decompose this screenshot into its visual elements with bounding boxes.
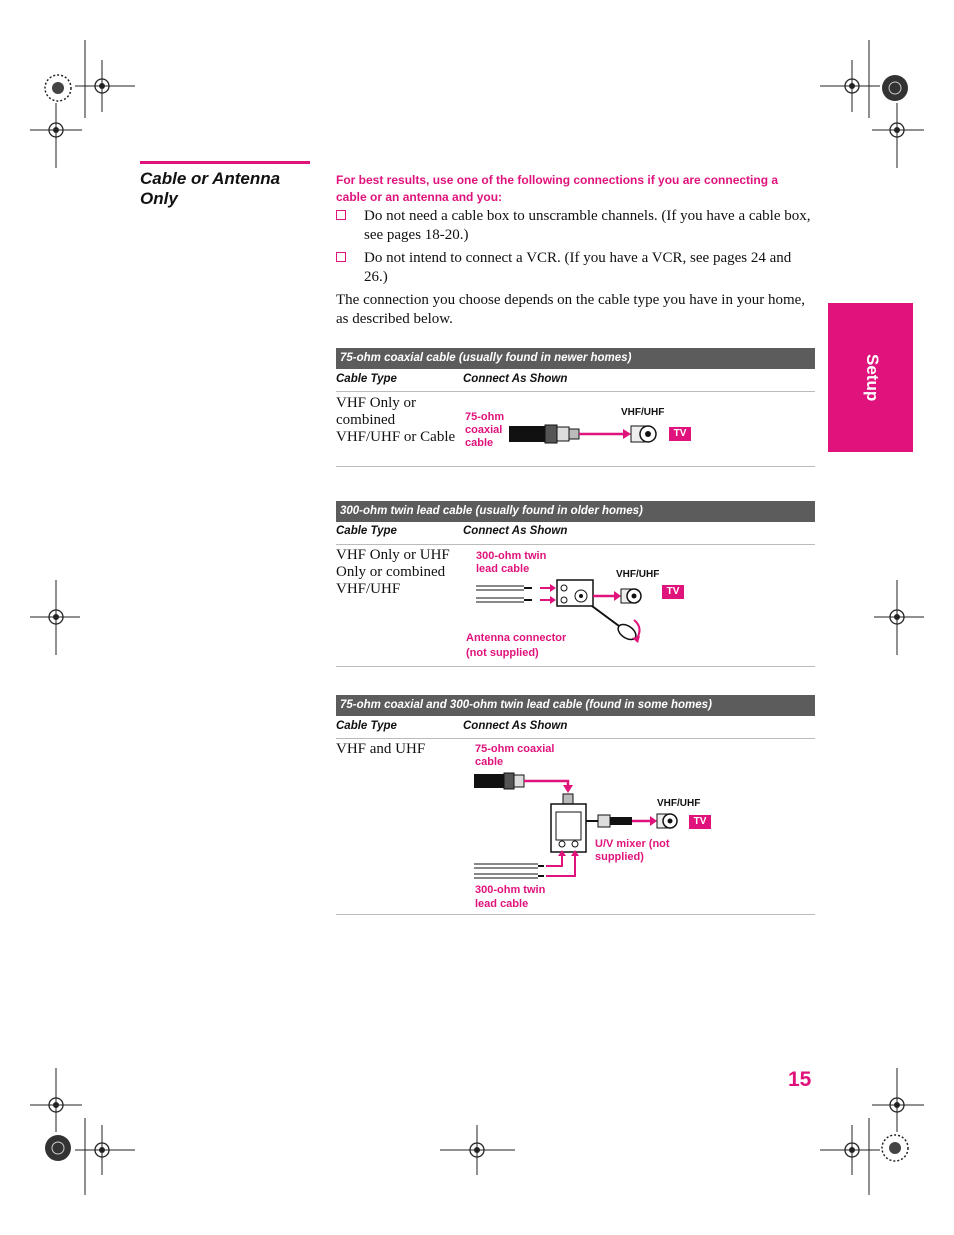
- coaxial-connection-diagram: [505, 418, 665, 450]
- column-label-connect: Connect As Shown: [463, 373, 568, 385]
- bullet-item: [336, 207, 814, 247]
- body-paragraph: The connection you choose depends on the cable type you have in your home, as described below.: [336, 292, 806, 327]
- vhf-uhf-label: VHF/UHF: [621, 407, 665, 418]
- twin-lead-cable-label: 300-ohm twin lead cable: [476, 550, 547, 575]
- bullet-text: Do not need a cable box to unscramble channels. (If you have a cable box, see pages 18-20.): [364, 208, 811, 243]
- column-label-connect: Connect As Shown: [463, 720, 568, 732]
- twin-lead-cable-label: 300-ohm twin lead cable: [475, 884, 546, 910]
- column-label-cable-type: Cable Type: [336, 720, 397, 732]
- cable-type-text: VHF Only or combined VHF/UHF or Cable: [336, 395, 456, 445]
- intro-text: For best results, use one of the following connections if you are connecting a cable or an antenna and you:: [336, 173, 779, 204]
- checkbox-bullet-icon: [336, 210, 346, 220]
- tv-badge: TV: [662, 585, 684, 599]
- vhf-uhf-label: VHF/UHF: [616, 569, 660, 580]
- bullet-item: [336, 249, 814, 289]
- vhf-uhf-label: VHF/UHF: [657, 798, 701, 809]
- tv-badge: TV: [689, 815, 711, 829]
- side-tab: [828, 303, 913, 452]
- mixer-connection-diagram: [472, 770, 692, 882]
- table-divider: [336, 391, 815, 392]
- table-divider: [336, 544, 815, 545]
- table-divider: [336, 666, 815, 667]
- cable-type-text: VHF and UHF: [336, 741, 426, 757]
- page-number: 15: [788, 1068, 812, 1091]
- tv-badge: TV: [669, 427, 691, 441]
- coaxial-cable-label: 75-ohm coaxial cable: [475, 743, 555, 768]
- side-tab-label: Setup: [863, 354, 882, 402]
- table-divider: [336, 466, 815, 467]
- antenna-connector-label: Antenna connector (not supplied): [466, 632, 567, 659]
- table-divider: [336, 914, 815, 915]
- table-header: 75-ohm coaxial cable (usually found in newer homes): [336, 348, 815, 369]
- column-label-cable-type: Cable Type: [336, 525, 397, 537]
- column-label-cable-type: Cable Type: [336, 373, 397, 385]
- coaxial-cable-label: 75-ohm coaxial cable: [465, 411, 505, 449]
- table-header: 300-ohm twin lead cable (usually found in older homes): [336, 501, 815, 522]
- section-title: Cable or Antenna Only: [140, 169, 281, 208]
- cable-type-text: VHF Only or UHF Only or combined VHF/UHF: [336, 547, 450, 597]
- checkbox-bullet-icon: [336, 252, 346, 262]
- column-label-connect: Connect As Shown: [463, 525, 568, 537]
- table-divider: [336, 738, 815, 739]
- twin-lead-connection-diagram: [474, 576, 654, 646]
- bullet-text: Do not intend to connect a VCR. (If you have a VCR, see pages 24 and 26.): [364, 250, 792, 285]
- table-header: 75-ohm coaxial and 300-ohm twin lead cable (found in some homes): [336, 695, 815, 716]
- uv-mixer-label: U/V mixer (not supplied): [595, 838, 670, 863]
- section-rule: [140, 161, 310, 164]
